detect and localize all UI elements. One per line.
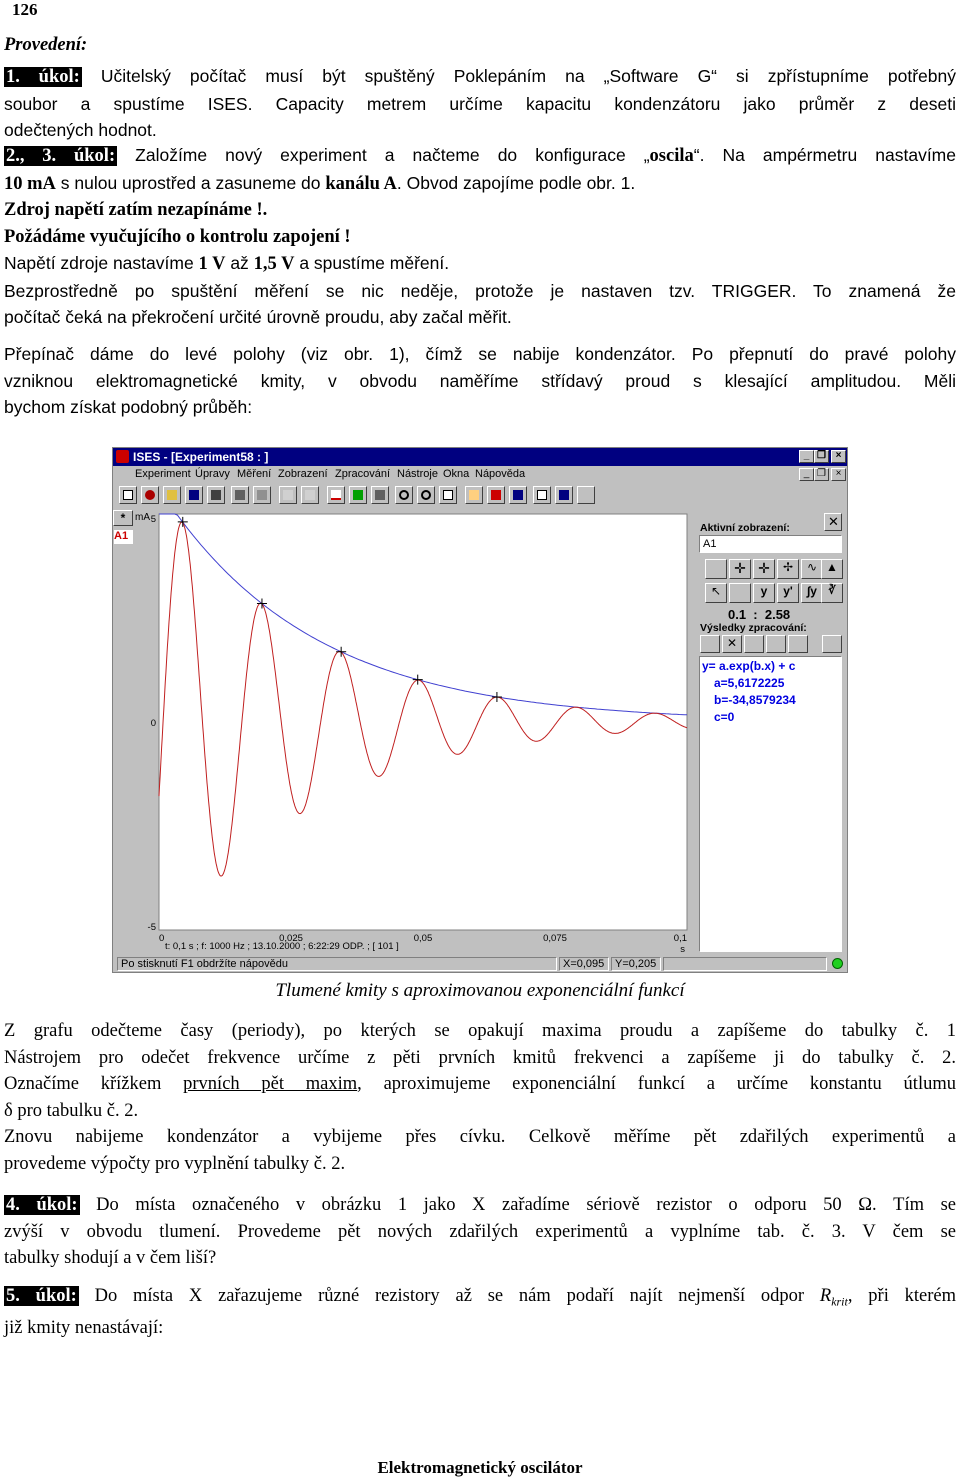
- fit-param-b: b=-34,8579234: [714, 693, 796, 707]
- new-icon[interactable]: [119, 486, 137, 504]
- color-icon[interactable]: [487, 486, 505, 504]
- menu-zpracovani[interactable]: Zpracování: [335, 468, 391, 480]
- x-tick-label: 0,075: [543, 933, 567, 944]
- page-footer: Elektromagnetický oscilátor: [377, 1458, 583, 1477]
- close-icon[interactable]: ×: [831, 450, 846, 463]
- save-icon[interactable]: [185, 486, 203, 504]
- table-icon[interactable]: [465, 486, 483, 504]
- results-tool-6-icon[interactable]: [822, 635, 842, 653]
- y-tick-label: 0: [150, 718, 156, 729]
- sidebar: [696, 511, 846, 954]
- menu-mereni[interactable]: Měření: [237, 468, 272, 480]
- paragraph-task-1: 1. úkol: Učitelský počítač musí být spuštěný Poklepáním na „Software G“ si zpřístupníme potřebný soubor a spustíme ISES. Capacity metrem určíme kapacitu kondenzátoru jako průměr z deseti odečtených hodnot.: [4, 66, 956, 140]
- channel-a1-label[interactable]: A1: [114, 530, 133, 544]
- layout-icon[interactable]: [509, 486, 527, 504]
- results-label: Výsledky zpracování:: [700, 622, 807, 634]
- doc-close-icon[interactable]: ×: [831, 468, 846, 481]
- hash-tool-icon[interactable]: ✢: [777, 559, 799, 579]
- open-recent-icon[interactable]: [141, 486, 159, 504]
- app-icon: [116, 450, 129, 463]
- magnify-icon[interactable]: [417, 486, 435, 504]
- results-tool-4-icon[interactable]: [766, 635, 786, 653]
- cross2-tool-icon[interactable]: ✛: [753, 559, 775, 579]
- heading: Provedení:: [4, 35, 88, 55]
- cursor-tool-icon[interactable]: [705, 559, 727, 579]
- help-icon[interactable]: [577, 486, 595, 504]
- x-axis-label: s: [680, 944, 685, 955]
- status-help: Po stisknutí F1 obdržíte nápovědu: [117, 957, 557, 971]
- print-preview-icon[interactable]: [253, 486, 271, 504]
- paragraph-task-4: 4. úkol: Do místa označeného v obrázku 1 jako X zařadíme sériově rezistor o odporu 50 Ω. Tím se zvýší v obvodu tlumení. Provedeme pět nových zdařilých experimentů a vyplníme tab. č. 3. V čem se tabulky shodují a v čem liší?: [4, 1195, 956, 1268]
- menu-napoveda[interactable]: Nápověda: [475, 468, 526, 480]
- x-icon: ✕: [828, 514, 839, 529]
- menu-upravy[interactable]: Úpravy: [195, 468, 230, 480]
- menu-nastroje[interactable]: Nástroje: [397, 468, 438, 480]
- menu-bar: [113, 466, 847, 483]
- derivative-y-button[interactable]: y: [753, 583, 775, 603]
- readout: 0.1 : 2.58: [728, 607, 791, 622]
- paragraph-evaluation: Z grafu odečteme časy (periody), po kterých se opakují maxima proudu a zapíšeme do tabulky č. 1 Nástrojem pro odečet frekvence určíme z pěti prvních kmitů frekvenci a zapíšeme ji do tabulky č. 2. Označíme křížkem prvních pět maxim, aproximujeme exponenciální funkcí a určíme konstantu útlumu δ pro tabulku č. 2. Znovu nabijeme kondenzátor a vybijeme přes cívku. Celkově měříme pět zdařilých experimentů a provedeme výpočty pro vyplnění tabulky č. 2.: [4, 1021, 956, 1174]
- y-tick-label: -5: [147, 922, 156, 933]
- task-label-4: 4. úkol:: [6, 1195, 78, 1215]
- status-extra: [663, 957, 827, 971]
- print-icon[interactable]: [231, 486, 249, 504]
- zoom-icon[interactable]: [395, 486, 413, 504]
- minimize-icon[interactable]: _: [799, 450, 814, 463]
- unit-label: mA: [135, 512, 150, 523]
- plot-area: [159, 514, 687, 930]
- oscillation-chart: [113, 510, 697, 956]
- star-button[interactable]: *: [113, 510, 133, 526]
- fit-param-a: a=5,6172225: [714, 676, 785, 690]
- paragraph-task-2-3: 2., 3. úkol: Založíme nový experiment a načteme do konfigurace „oscila“. Na ampérmetru nastavíme 10 mA s nulou uprostřed a zasuneme do kanálu A. Obvod zapojíme podle obr. 1. Zdroj napětí zatím nezapínáme !. Požádáme vyučujícího o kontrolu zapojení ! Napětí zdroje nastavíme 1 V až 1,5 V a spustíme měření. Bezprostředně po spuštění měření se nic neděje, protože je nastaven tzv. TRIGGER. To znamená že počítač čeká na překročení určité úrovně proudu, aby začal měřit.: [4, 145, 956, 327]
- results-tool-1-icon[interactable]: [700, 635, 720, 653]
- status-x: X=0,095: [559, 957, 609, 971]
- x-tick-label: 0,025: [279, 933, 303, 944]
- x-tick-label: 0,1: [673, 933, 687, 944]
- status-bar: [113, 956, 847, 972]
- root-button[interactable]: ∛: [821, 583, 843, 603]
- x-tick-label: 0,05: [413, 933, 433, 944]
- doc-restore-icon[interactable]: ❐: [814, 468, 829, 481]
- menu-okna[interactable]: Okna: [443, 468, 470, 480]
- integral-y-button[interactable]: ∫y: [801, 583, 823, 603]
- results-tool-2-icon[interactable]: ✕: [722, 635, 742, 653]
- task-label-2-3: 2., 3. úkol:: [6, 146, 116, 166]
- settings-icon[interactable]: [349, 486, 367, 504]
- measure-icon[interactable]: [371, 486, 389, 504]
- export-icon[interactable]: [279, 486, 297, 504]
- measurement-info: t: 0,1 s ; f: 1000 Hz ; 13.10.2000 ; 6:22:29 ODP. ; [ 101 ]: [165, 941, 399, 952]
- derivative-y-prime-button[interactable]: y': [777, 583, 799, 603]
- fit-formula: y= a.exp(b.x) + c: [702, 659, 796, 673]
- open-icon[interactable]: [163, 486, 181, 504]
- figure-caption: Tlumené kmity s aproximovanou exponenciální funkcí: [275, 980, 685, 1001]
- restore-icon[interactable]: ❐: [814, 450, 829, 463]
- paragraph-oscillation: Přepínač dáme do levé polohy (viz obr. 1), čímž se nabije kondenzátor. Po přepnutí do pravé polohy vzniknou elektromagnetické kmity, v obvodu naměříme střídavý proud s klesající amplitudou. Měli bychom získat podobný průběh:: [4, 344, 956, 417]
- menu-zobrazeni[interactable]: Zobrazení: [278, 468, 328, 480]
- active-display-label: Aktivní zobrazení:: [700, 522, 790, 534]
- paragraph-task-5: 5. úkol: Do místa X zařazujeme různé rezistory až se nám podaří najít nejmenší odpor $R_{krit}$, při kterém již kmity nenastávají:: [4, 1286, 956, 1339]
- import-icon[interactable]: [301, 486, 319, 504]
- doc-minimize-icon[interactable]: _: [799, 468, 814, 481]
- task-label-1: 1. úkol:: [6, 67, 80, 87]
- wave-tool-icon[interactable]: ∿: [801, 559, 823, 579]
- toolbar: [113, 483, 847, 509]
- cross-tool-icon[interactable]: ✛: [729, 559, 751, 579]
- results-tool-5-icon[interactable]: [788, 635, 808, 653]
- y-tick-label: 5: [150, 514, 156, 525]
- graph-icon[interactable]: [533, 486, 551, 504]
- grid-icon[interactable]: [439, 486, 457, 504]
- blank-tool-icon[interactable]: [729, 583, 751, 603]
- page-number: 126: [12, 0, 38, 19]
- arrow-tool-icon[interactable]: ↖: [705, 583, 727, 603]
- window-title: ISES - [Experiment58 : ]: [133, 450, 269, 464]
- menu-experiment[interactable]: Experiment: [135, 468, 191, 480]
- results-tool-3-icon[interactable]: [744, 635, 764, 653]
- triangle-tool-icon[interactable]: ▲: [821, 559, 843, 579]
- task-label-5: 5. úkol:: [6, 1286, 77, 1306]
- title-bar: [113, 448, 847, 466]
- ises-window: [112, 447, 848, 973]
- info-icon[interactable]: [555, 486, 573, 504]
- x-tick-label: 0: [159, 933, 165, 944]
- chart-icon[interactable]: [327, 486, 345, 504]
- close-file-icon[interactable]: [207, 486, 225, 504]
- status-led-icon: [832, 958, 843, 969]
- active-display-select[interactable]: A1: [699, 535, 842, 553]
- sidebar-close-button[interactable]: [824, 513, 842, 531]
- fit-param-c: c=0: [714, 710, 735, 724]
- status-y: Y=0,205: [611, 957, 661, 971]
- results-panel: [699, 656, 842, 952]
